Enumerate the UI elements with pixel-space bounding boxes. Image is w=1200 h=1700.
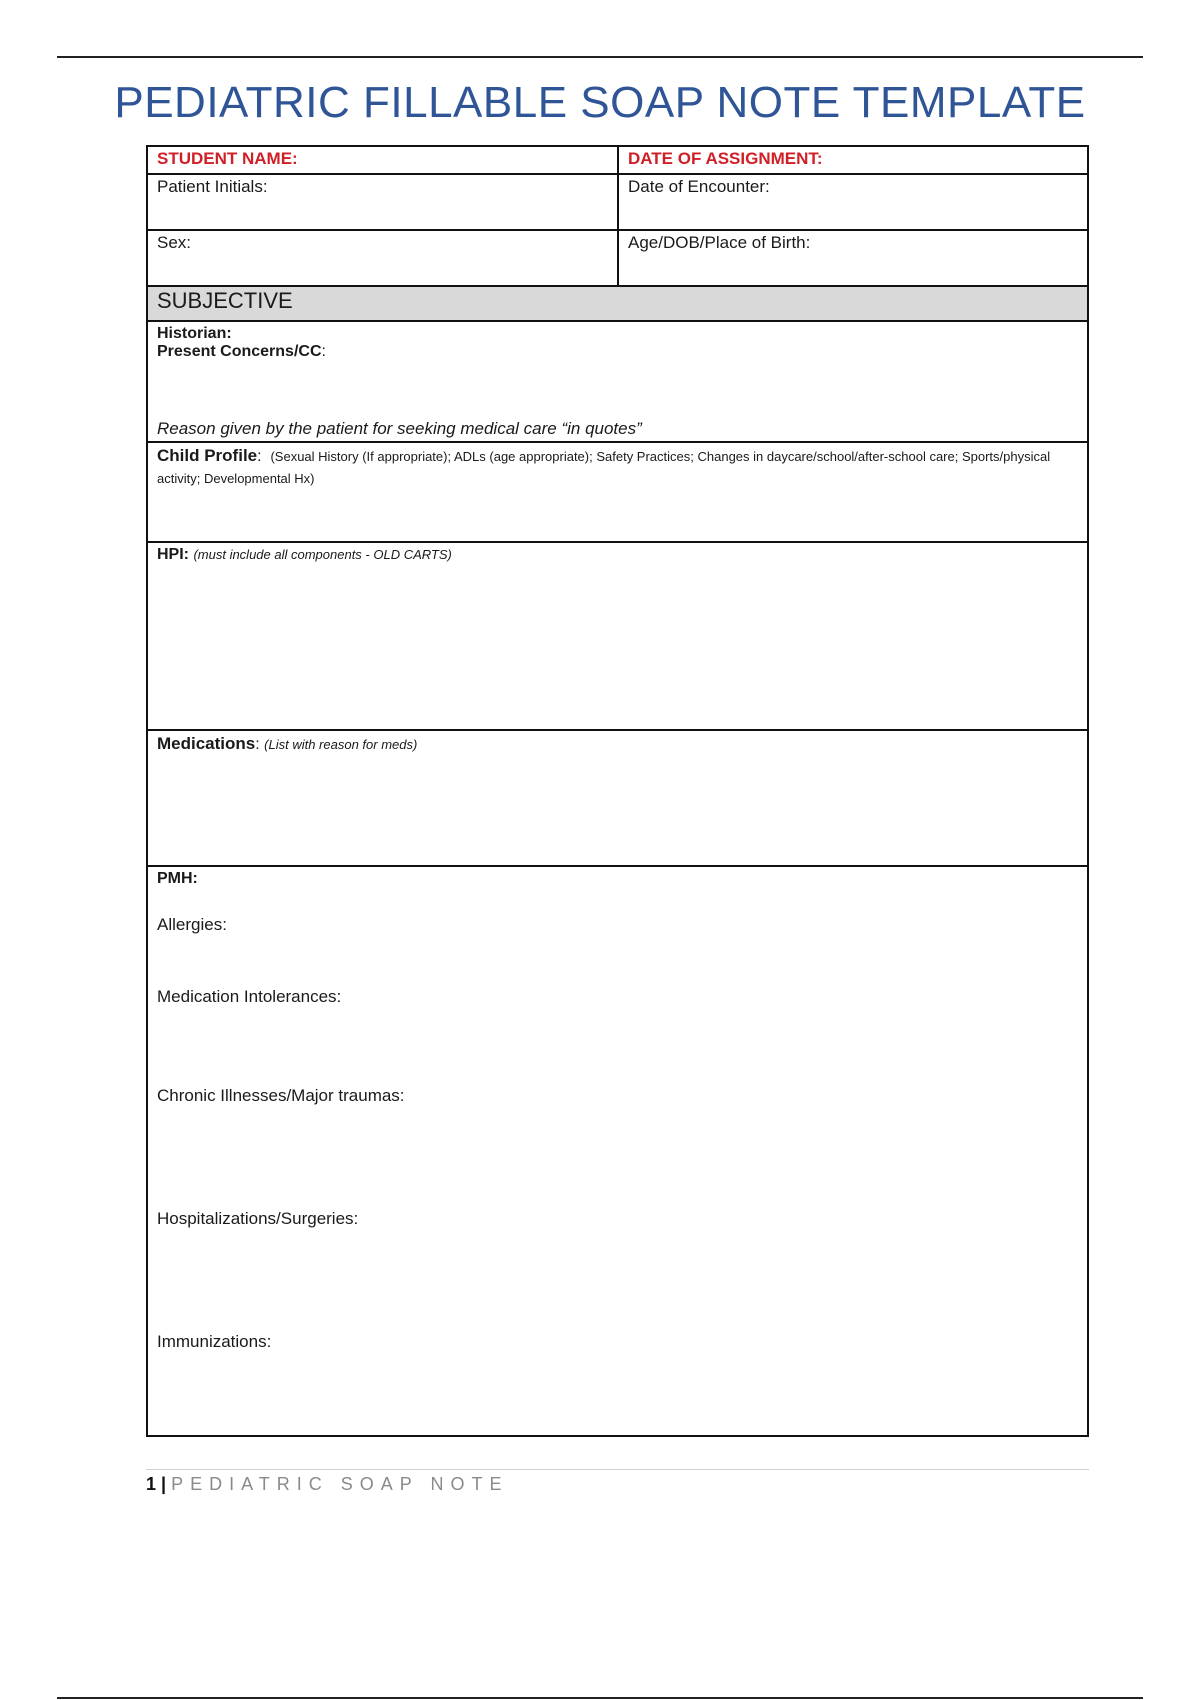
pmh-section[interactable] (148, 867, 1087, 1439)
age-dob-place-of-birth-field[interactable]: Age/DOB/Place of Birth: (628, 233, 811, 252)
pmh-chronic-illnesses-label: Chronic Illnesses/Major traumas: (157, 1086, 405, 1105)
reason-for-care-hint: Reason given by the patient for seeking medical care “in quotes” (157, 419, 642, 438)
date-of-encounter-field[interactable]: Date of Encounter: (628, 177, 770, 196)
header-row-student (148, 147, 1087, 175)
footer-label: PEDIATRIC SOAP NOTE (171, 1474, 509, 1494)
present-concerns-label: Present Concerns/CC (157, 343, 322, 360)
historian-section[interactable] (148, 322, 1087, 443)
present-concerns-colon: : (321, 343, 326, 360)
top-rule (57, 56, 1143, 58)
page-number: 1 (146, 1474, 157, 1494)
date-of-assignment-field[interactable]: DATE OF ASSIGNMENT: (628, 149, 823, 168)
pmh-label: PMH: (157, 870, 198, 887)
footer-rule (146, 1469, 1089, 1470)
pmh-hospitalizations-label: Hospitalizations/Surgeries: (157, 1209, 359, 1228)
child-profile-label: Child Profile (157, 446, 258, 465)
footer-separator: | (161, 1474, 167, 1494)
patient-initials-field[interactable]: Patient Initials: (148, 175, 619, 229)
header-row-patient (148, 175, 1087, 231)
medications-section[interactable] (148, 731, 1087, 867)
child-profile-description: (Sexual History (If appropriate); ADLs (age appropriate); Safety Practices; Changes in daycare/school/after-school care; Sports/physical activity; Developmental Hx) (157, 449, 1051, 486)
child-profile-colon: : (257, 448, 262, 465)
pmh-allergies-label: Allergies: (157, 915, 227, 934)
subjective-header: SUBJECTIVE (148, 287, 1087, 322)
pmh-medication-intolerances-label: Medication Intolerances: (157, 987, 342, 1006)
page-footer (146, 1474, 508, 1495)
document-title: PEDIATRIC FILLABLE SOAP NOTE TEMPLATE (114, 78, 1086, 127)
sex-field[interactable]: Sex: (148, 231, 619, 285)
medications-description: (List with reason for meds) (264, 737, 418, 752)
present-concerns-line (157, 343, 1078, 361)
hpi-section[interactable] (148, 543, 1087, 731)
hpi-label: HPI: (157, 546, 189, 563)
pmh-immunizations-label: Immunizations: (157, 1332, 272, 1351)
bottom-rule (57, 1697, 1143, 1699)
medications-colon: : (255, 736, 260, 753)
soap-form-table (146, 145, 1089, 1437)
hpi-description: (must include all components - OLD CARTS) (193, 547, 452, 562)
historian-label: Historian: (157, 325, 232, 342)
header-row-sex (148, 231, 1087, 287)
child-profile-section[interactable] (148, 443, 1087, 543)
student-name-field[interactable]: STUDENT NAME: (148, 147, 619, 173)
medications-label: Medications (157, 734, 256, 753)
